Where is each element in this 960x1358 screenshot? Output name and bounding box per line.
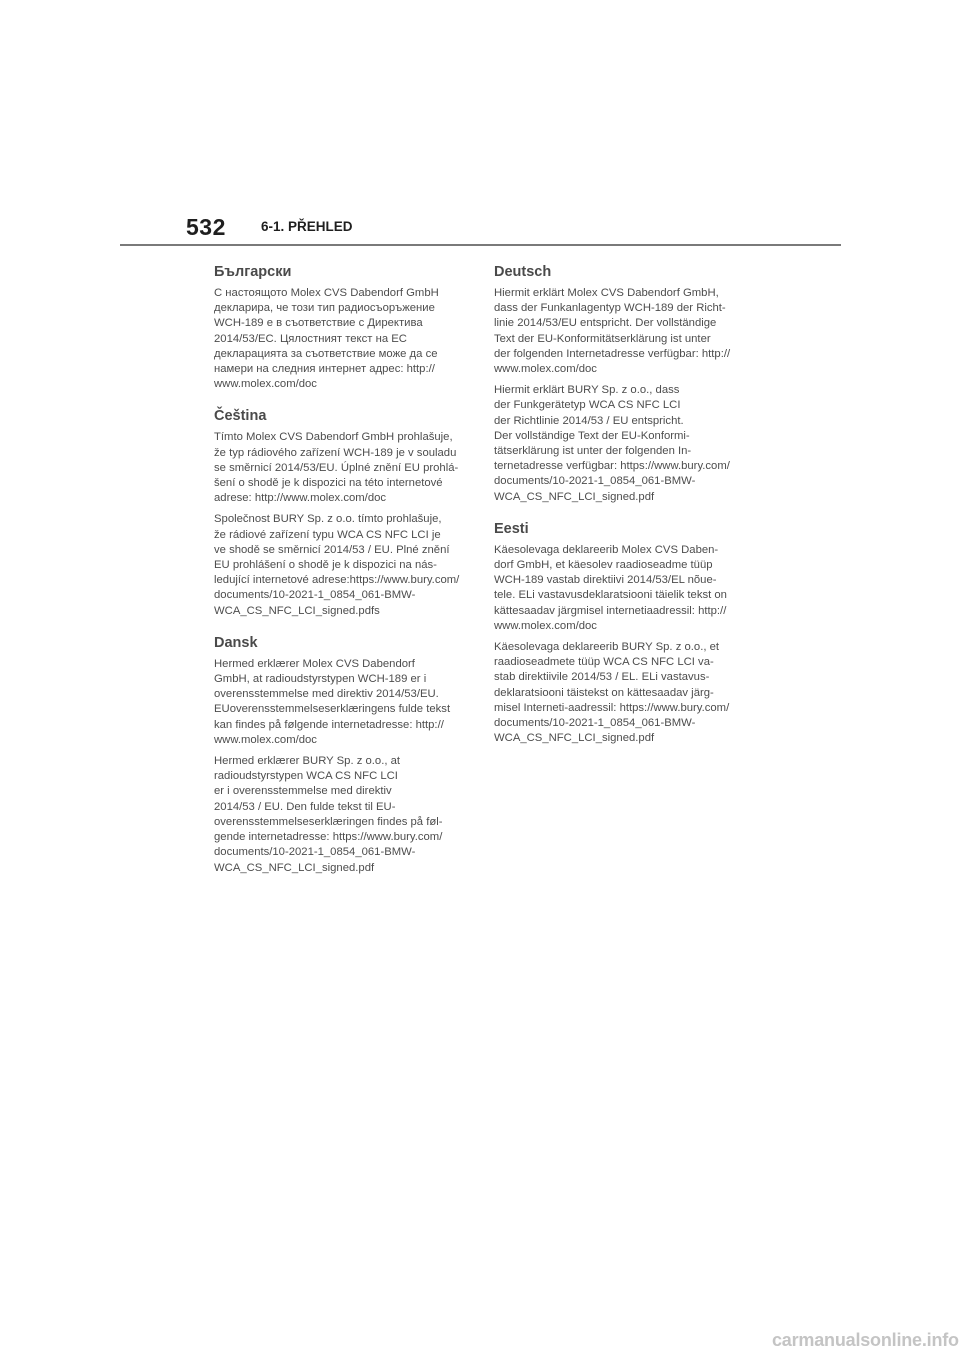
watermark-text: carmanualsonline.info — [772, 1330, 959, 1350]
paragraph: Käesolevaga deklareerib Molex CVS Daben- dorf GmbH, et käesolev raadioseadme tüüp WCH-189 vastab direktiivi 2014/53/EL nõue- tele. ELi vastavusdeklaratsiooni täielik tekst on kättesaadav järgmisel internetiaadressil: http:// www.molex.com/doc — [494, 543, 727, 632]
section-title: Български — [214, 264, 292, 280]
section-danish — [214, 635, 476, 876]
section-bulgarian — [214, 264, 476, 392]
paragraph: Hiermit erklärt BURY Sp. z o.o., dass der Funkgerätetyp WCA CS NFC LCI der Richtlinie 2014/53 / EU entspricht. Der vollständige Text der EU-Konformi- tätserklärung ist unter der folgenden In- ternetadresse verfügbar: https://www.bury.com/ documents/10-2021-1_0854_061-BMW- WCA_CS_NFC_LCI_signed.pdf — [494, 384, 730, 503]
paragraph: Tímto Molex CVS Dabendorf GmbH prohlašuje, že typ rádiového zařízení WCH-189 je v souladu se směrnicí 2014/53/EU. Úplné znění EU prohlá- šení o shodě je k dispozici na této internetové adrese: http://www.molex.com/doc — [214, 431, 459, 505]
left-column — [214, 264, 476, 882]
paragraph: Hermed erklærer Molex CVS Dabendorf GmbH, at radioudstyrstypen WCH-189 er i overensstemmelse med direktiv 2014/53/EU. EUoverensstemmelseserklæringens fulde tekst kan findes på følgende internetadresse: http:// www.molex.com/doc — [214, 657, 451, 746]
section-title: Čeština — [214, 408, 267, 425]
paragraph: Hermed erklærer BURY Sp. z o.o., at radioudstyrstypen WCA CS NFC LCI er i overensstemmelse med direktiv 2014/53 / EU. Den fulde tekst til EU- overensstemmelseserklæringen findes på føl- gende internetadresse: https://www.bury.com/ documents/10-2021-1_0854_061-BMW- WCA_CS_NFC_LCI_signed.pdf — [214, 755, 443, 874]
section-czech — [214, 408, 476, 618]
section-title: Dansk — [214, 634, 258, 651]
header-divider — [120, 244, 841, 246]
right-column — [494, 264, 756, 752]
paragraph: Käesolevaga deklareerib BURY Sp. z o.o., et raadioseadmete tüüp WCA CS NFC LCI va- stab direktiivile 2014/53 / EL. ELi vastavus- deklaratsiooni täistekst on kättesaadav järg- misel Interneti-aadressil: https://www.bury.com/ documents/10-2021-1_0854_061-BMW- WCA_CS_NFC_LCI_signed.pdf — [494, 641, 730, 745]
paragraph: С настоящото Molex CVS Dabendorf GmbH декларира, че този тип радиосъоръжение WCH-189 е в съответствие с Директива 2014/53/ЕС. Цялостният текст на ЕС декларацията за съответствие може да се намери на следния интернет адрес: http:// www.molex.com/doc — [214, 287, 439, 391]
section-german — [494, 264, 756, 505]
section-title: Deutsch — [494, 264, 552, 280]
paragraph: Hiermit erklärt Molex CVS Dabendorf GmbH, dass der Funkanlagentyp WCH-189 der Richt- linie 2014/53/EU entspricht. Der vollständige Text der EU-Konformitätserklärung ist unter der folgenden Internetadresse verfügbar: http:// www.molex.com/doc — [494, 287, 731, 376]
page-number: 532 — [186, 214, 226, 240]
paragraph: Společnost BURY Sp. z o.o. tímto prohlašuje, že rádiové zařízení typu WCA CS NFC LCI je ve shodě se směrnicí 2014/53 / EU. Plné znění EU prohlášení o shodě je k dispozici na nás- ledující internetové adrese:https://www.bury.com/ documents/10-2021-1_0854_061-BMW- WCA_CS_NFC_LCI_signed.pdfs — [214, 513, 460, 617]
section-estonian — [494, 521, 756, 747]
chapter-title: 6-1. PŘEHLED — [261, 219, 353, 234]
section-title: Eesti — [494, 520, 529, 537]
